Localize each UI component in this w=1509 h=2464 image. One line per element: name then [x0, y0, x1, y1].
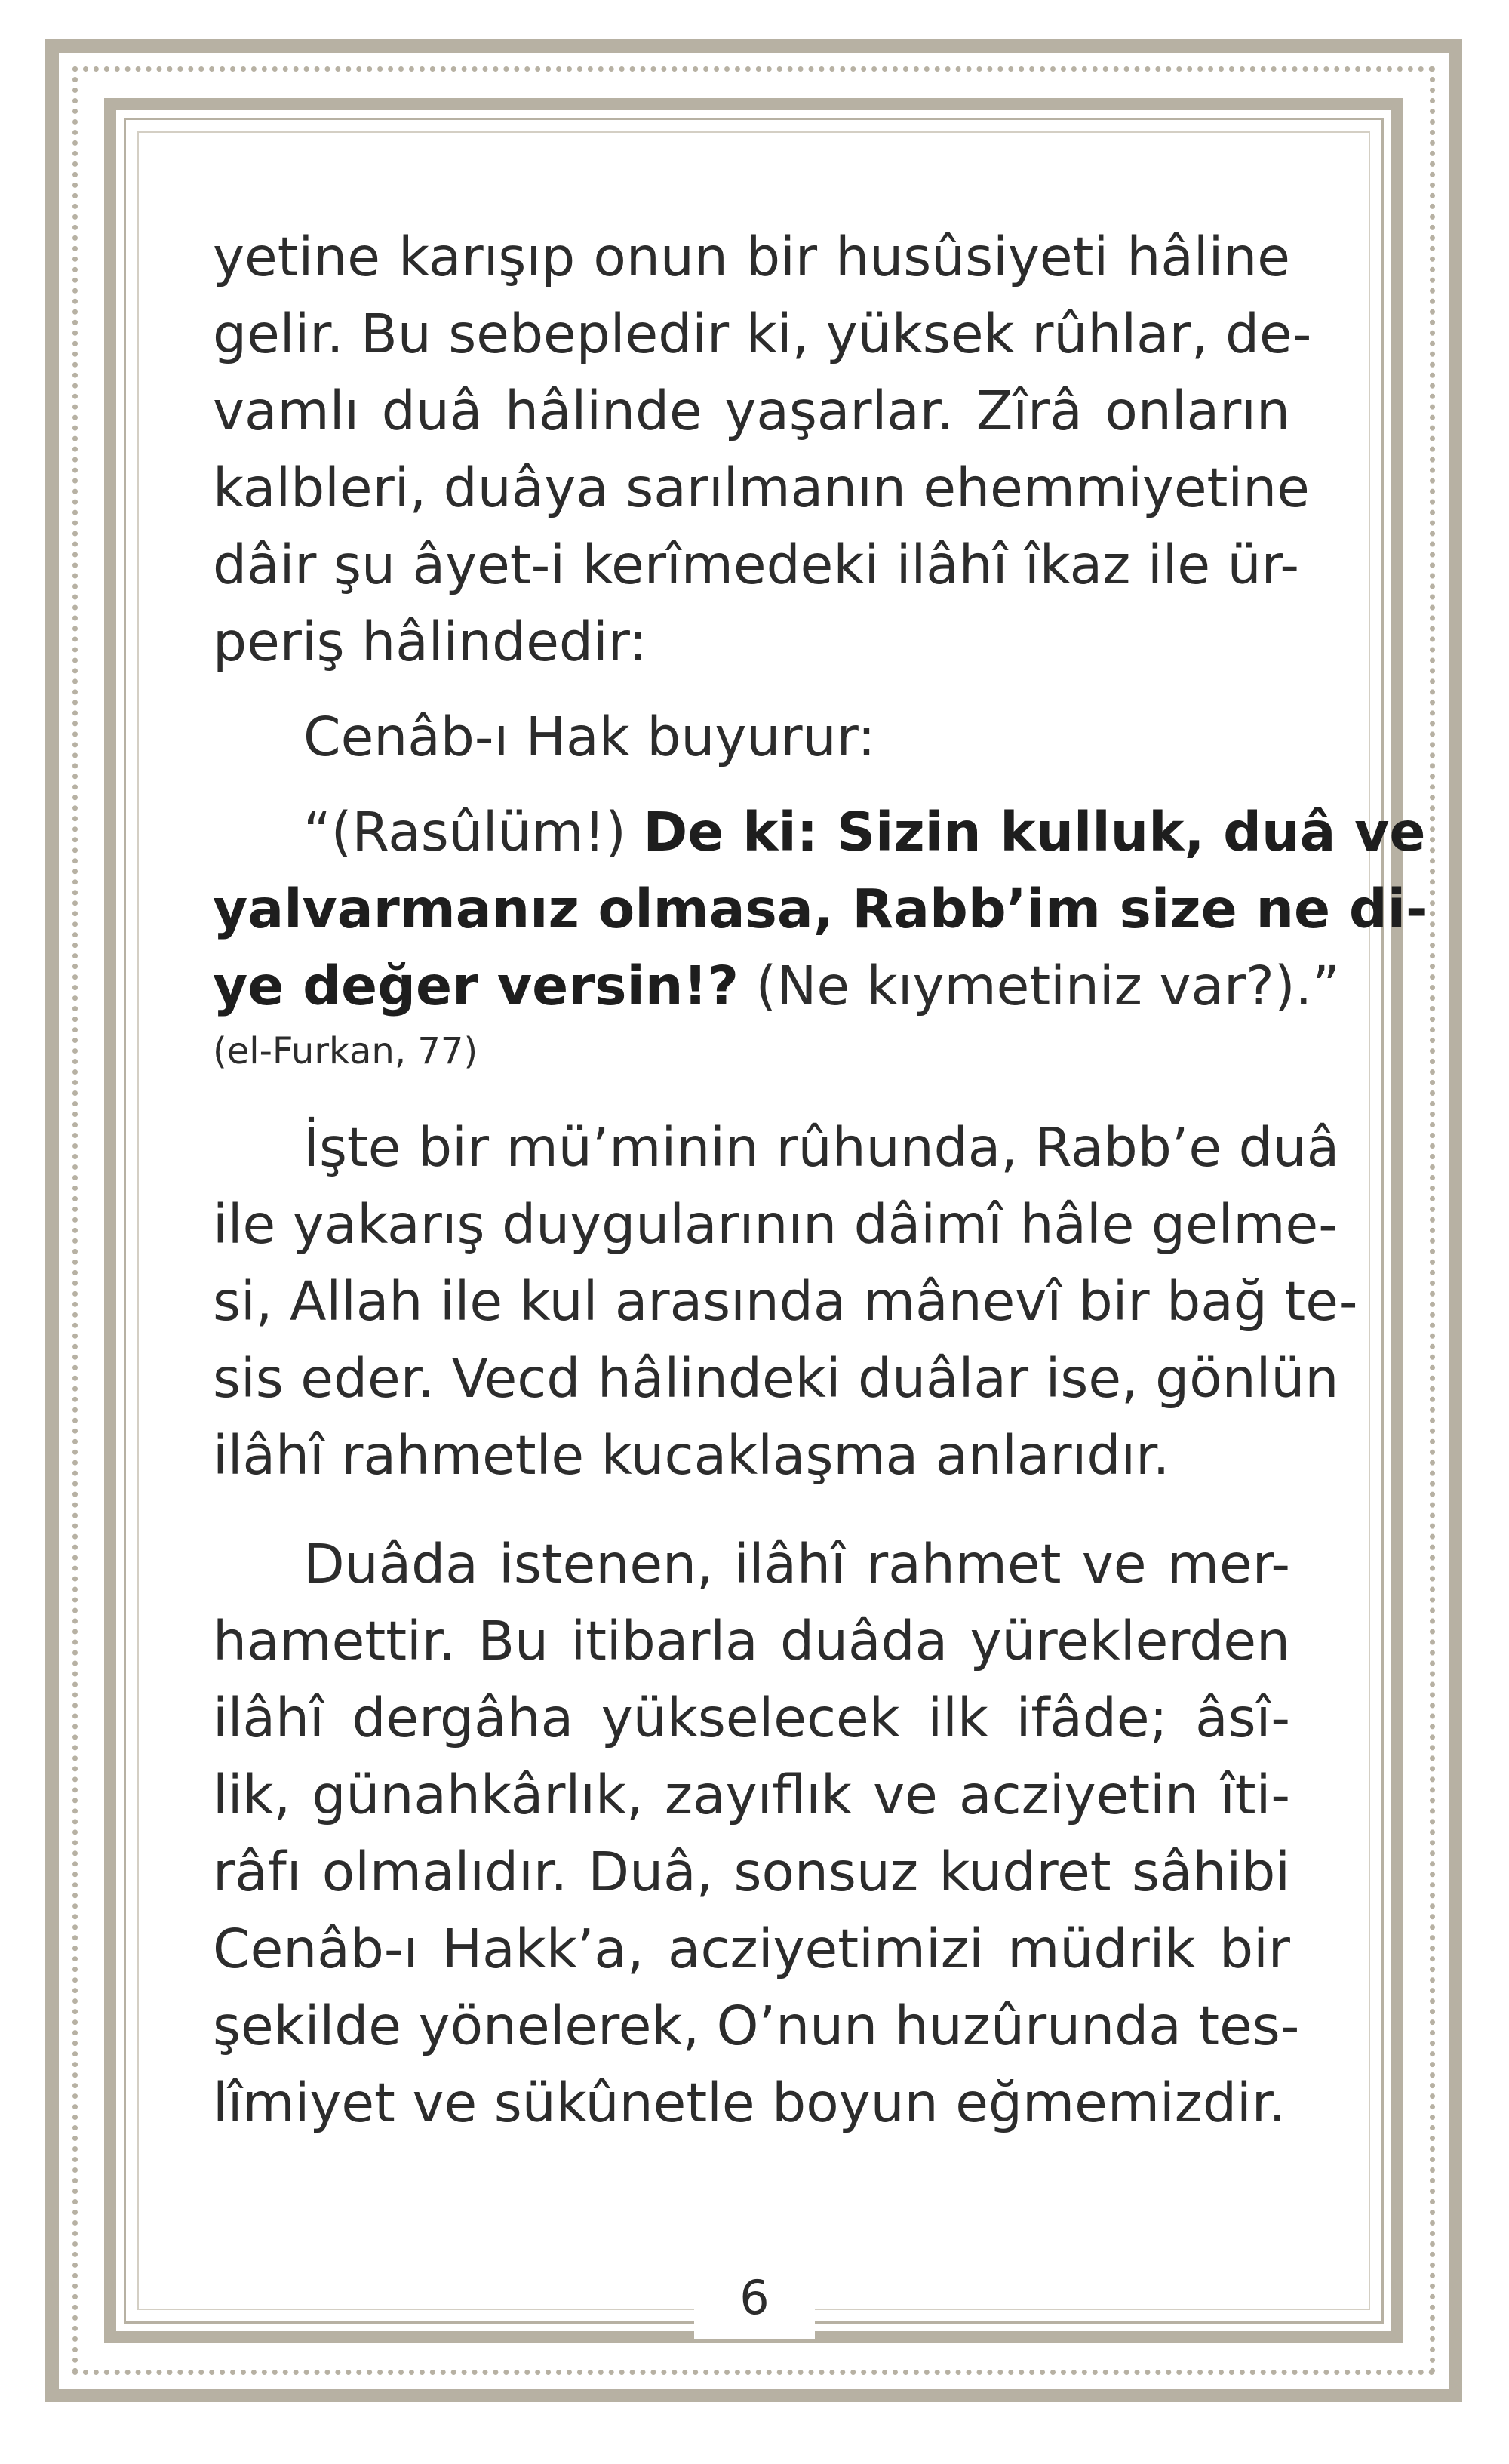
text-line: lîmiyet ve sükûnetle boyun eğmemizdir.: [213, 2072, 1286, 2134]
text-line: şekilde yönelerek, O’nun huzûrunda tes-: [213, 1995, 1300, 2057]
quote-bold-text: ye değer versin!?: [213, 955, 739, 1017]
quote-prefix: “(Rasûlüm!): [303, 801, 644, 863]
text-line: vamlı duâ hâlinde yaşarlar. Zîrâ onların: [213, 380, 1290, 442]
text-line: periş hâlindedir:: [213, 611, 647, 673]
text-line: dâir şu âyet-i kerîmedeki ilâhî îkaz ile ür-: [213, 534, 1299, 596]
paragraph-2: [213, 1109, 1358, 1494]
quran-quote: [213, 794, 1428, 1078]
page-number-box: [694, 2256, 815, 2339]
quote-line-2: yalvarmanız olmasa, Rabb’im size ne di-: [213, 878, 1428, 940]
page-body-text: [213, 219, 1428, 2142]
page-number: 6: [739, 2270, 770, 2325]
quote-bold-text: De ki: Sizin kulluk, duâ ve: [643, 801, 1426, 863]
text-line: râfı olmalıdır. Duâ, sonsuz kudret sâhibi: [213, 1841, 1290, 1903]
text-line: ilâhî dergâha yükselecek ilk ifâde; âsî-: [213, 1687, 1290, 1749]
text-line: Cenâb-ı Hakk’a, acziyetimizi müdrik bir: [213, 1918, 1290, 1980]
text-line: lik, günahkârlık, zayıflık ve acziyetin îti-: [213, 1764, 1290, 1826]
text-line: ile yakarış duygularının dâimî hâle gelme-: [213, 1193, 1338, 1256]
quote-line-1: [213, 794, 1426, 871]
quote-suffix: (Ne kıymetiniz var?).”: [739, 955, 1340, 1017]
text-line: sis eder. Vecd hâlindeki duâlar ise, gönlün: [213, 1347, 1339, 1410]
text-line: si, Allah ile kul arasında mânevî bir bağ te-: [213, 1270, 1358, 1333]
paragraph-1: [213, 219, 1312, 681]
intro-line: Cenâb-ı Hak buyurur:: [303, 706, 876, 768]
text-line: yetine karışıp onun bir husûsiyeti hâline: [213, 226, 1290, 288]
text-line: hamettir. Bu itibarla duâda yüreklerden: [213, 1610, 1290, 1672]
text-line: İşte bir mü’minin rûhunda, Rabb’e duâ: [303, 1116, 1340, 1179]
text-line: ilâhî rahmetle kucaklaşma anlarıdır.: [213, 1424, 1170, 1487]
quote-reference: (el-Furkan, 77): [213, 1030, 478, 1072]
text-line: gelir. Bu sebepledir ki, yüksek rûhlar, de-: [213, 303, 1312, 365]
quote-line-3: [213, 948, 1340, 1025]
text-line: Duâda istenen, ilâhî rahmet ve mer-: [303, 1533, 1290, 1595]
text-line: kalbleri, duâya sarılmanın ehemmiyetine: [213, 457, 1310, 519]
paragraph-3: [213, 1526, 1300, 2142]
